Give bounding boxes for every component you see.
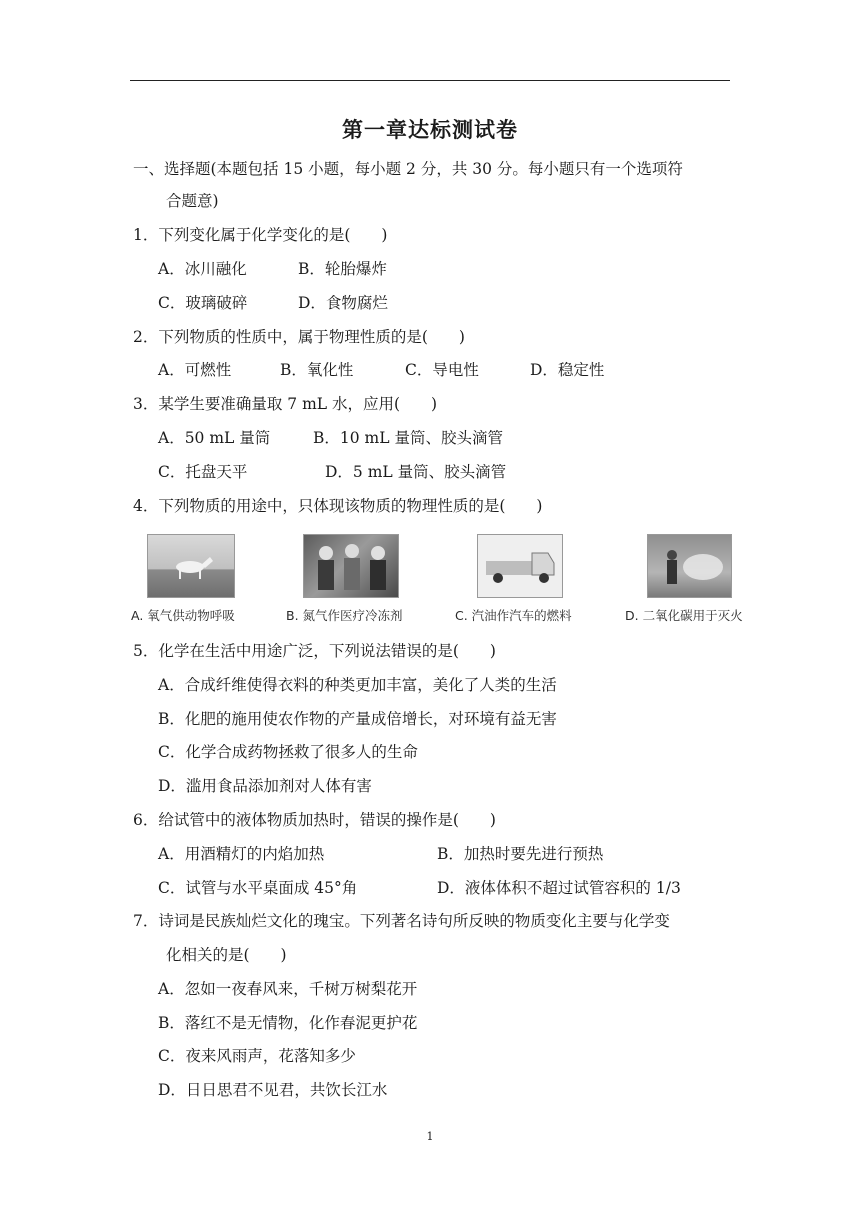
question-3-option-d: D．5 mL 量筒、胶头滴管 [325, 463, 507, 481]
question-6-option-c: C．试管与水平桌面成 45°角 [158, 879, 358, 897]
question-2-option-b: B．氧化性 [280, 361, 354, 379]
question-3-option-a: A．50 mL 量筒 [158, 429, 271, 447]
page-title: 第一章达标测试卷 [342, 118, 518, 142]
question-3-stem: 3．某学生要准确量取 7 mL 水，应用( ) [133, 395, 438, 413]
horse-photo [147, 534, 235, 598]
question-4-stem: 4．下列物质的用途中，只体现该物质的物理性质的是( ) [133, 497, 543, 515]
section-instructions-cont: 合题意) [166, 192, 219, 210]
question-3-option-b: B．10 mL 量筒、胶头滴管 [313, 429, 503, 447]
fire-extinguishing-photo [647, 534, 732, 598]
question-2-option-d: D．稳定性 [530, 361, 605, 379]
question-7-stem: 7．诗词是民族灿烂文化的瑰宝。下列著名诗句所反映的物质变化主要与化学变 [133, 912, 670, 930]
question-4-option-a: A. 氧气供动物呼吸 [131, 608, 235, 623]
question-1-option-b: B．轮胎爆炸 [298, 260, 387, 278]
question-7-option-d: D．日日思君不见君，共饮长江水 [158, 1081, 388, 1099]
truck-photo [477, 534, 563, 598]
question-7-option-a: A．忽如一夜春风来，千树万树梨花开 [158, 980, 418, 998]
question-5-option-a: A．合成纤维使得衣料的种类更加丰富，美化了人类的生活 [158, 676, 557, 694]
section-instructions: 一、选择题(本题包括 15 小题，每小题 2 分，共 30 分。每小题只有一个选项符 [133, 160, 683, 178]
question-2-option-c: C．导电性 [405, 361, 479, 379]
question-5-stem: 5．化学在生活中用途广泛，下列说法错误的是( ) [133, 642, 496, 660]
question-5-option-b: B．化肥的施用使农作物的产量成倍增长，对环境有益无害 [158, 710, 557, 728]
header-rule [130, 80, 730, 81]
question-6-option-b: B．加热时要先进行预热 [437, 845, 604, 863]
question-6-stem: 6．给试管中的液体物质加热时，错误的操作是( ) [133, 811, 496, 829]
medical-team-photo [303, 534, 399, 598]
question-5-option-d: D．滥用食品添加剂对人体有害 [158, 777, 372, 795]
question-5-option-c: C．化学合成药物拯救了很多人的生命 [158, 743, 418, 761]
question-1-option-c: C．玻璃破碎 [158, 294, 248, 312]
question-4-option-b: B. 氮气作医疗冷冻剂 [286, 608, 403, 623]
question-7-stem-cont: 化相关的是( ) [166, 946, 287, 964]
question-2-option-a: A．可燃性 [158, 361, 232, 379]
question-4-option-d: D. 二氧化碳用于灭火 [625, 608, 743, 623]
question-4-option-c: C. 汽油作汽车的燃料 [455, 608, 572, 623]
question-2-stem: 2．下列物质的性质中，属于物理性质的是( ) [133, 328, 465, 346]
question-7-option-c: C．夜来风雨声，花落知多少 [158, 1047, 356, 1065]
question-6-option-a: A．用酒精灯的内焰加热 [158, 845, 325, 863]
question-1-option-d: D．食物腐烂 [298, 294, 388, 312]
page-number: 1 [426, 1130, 434, 1143]
question-6-option-d: D．液体体积不超过试管容积的 1/3 [437, 879, 681, 897]
question-7-option-b: B．落红不是无情物，化作春泥更护花 [158, 1014, 418, 1032]
question-1-stem: 1．下列变化属于化学变化的是( ) [133, 226, 388, 244]
question-1-option-a: A．冰川融化 [158, 260, 247, 278]
question-3-option-c: C．托盘天平 [158, 463, 248, 481]
